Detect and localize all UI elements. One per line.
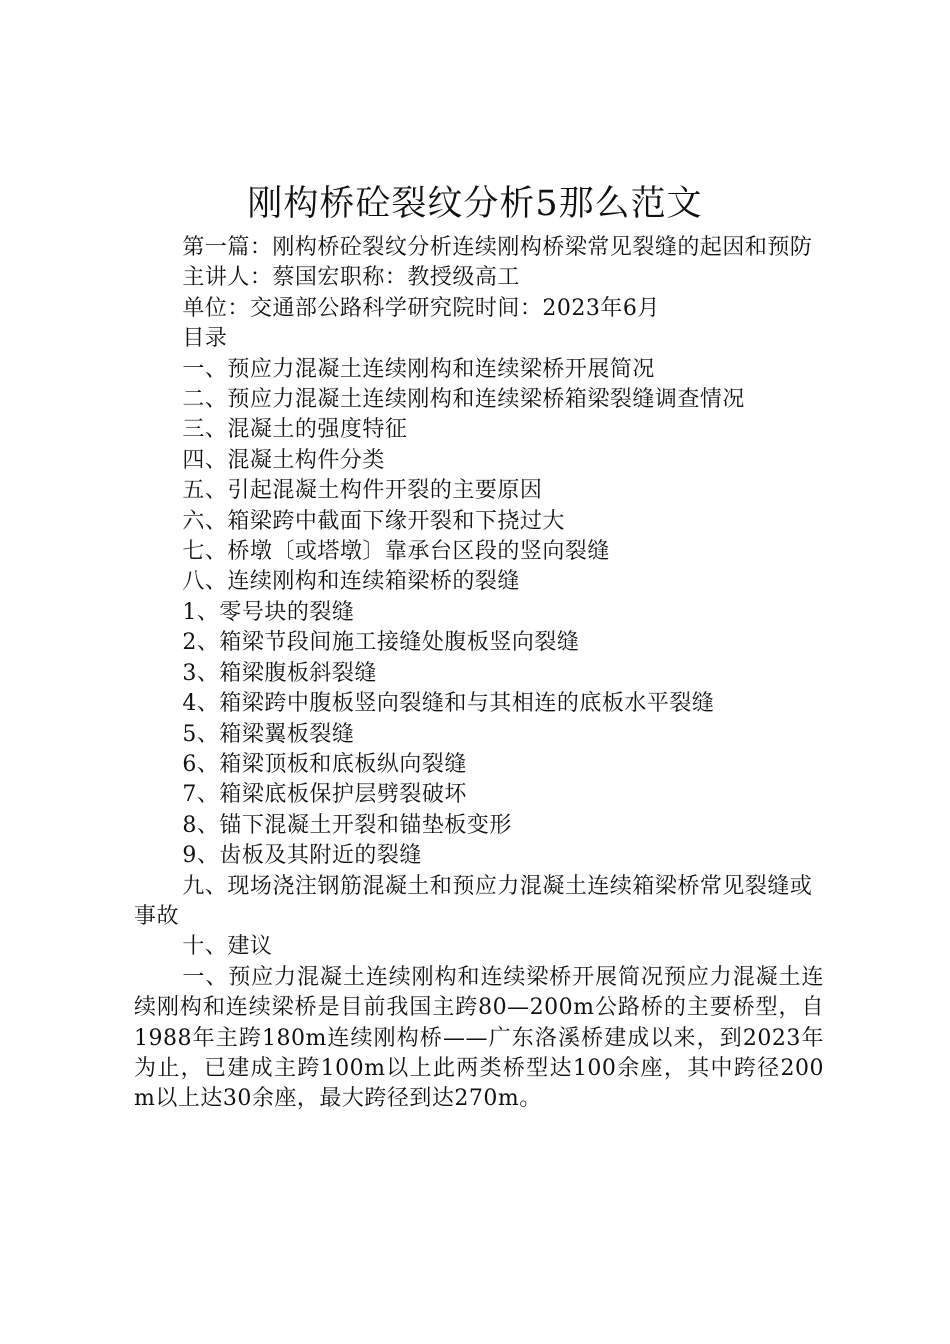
toc-subitem: 9、齿板及其附近的裂缝 — [182, 843, 422, 869]
toc-item: 十、建议 — [182, 934, 273, 960]
paragraph-speaker: 主讲人：蔡国宏职称：教授级高工 — [182, 265, 520, 291]
toc-item: 二、预应力混凝土连续刚构和连续梁桥箱梁裂缝调查情况 — [182, 387, 745, 413]
paragraph-first-article: 第一篇：刚构桥砼裂纹分析连续刚构桥梁常见裂缝的起因和预防 — [182, 235, 813, 260]
toc-item: 七、桥墩〔或塔墩〕靠承台区段的竖向裂缝 — [182, 539, 610, 565]
toc-subitem: 3、箱梁腹板斜裂缝 — [182, 660, 377, 686]
toc-item: 一、预应力混凝土连续刚构和连续梁桥开展简况 — [182, 356, 655, 382]
toc-item: 八、连续刚构和连续箱梁桥的裂缝 — [182, 569, 520, 595]
paragraph-toc-heading: 目录 — [182, 326, 228, 352]
toc-subitem: 4、箱梁跨中腹板竖向裂缝和与其相连的底板水平裂缝 — [182, 691, 715, 717]
paragraph-section-one: 一、预应力混凝土连续刚构和连续梁桥开展简况预应力混凝土连续刚构和连续梁桥是目前我国主跨80—200m公路桥的主要桥型，自1988年主跨180m连续刚构桥——广东洛溪桥建成以来，到2023年为止，已建成主跨100m以上此两类桥型达100余座，其中跨径200m以上达30余座，最大跨径到达270m。 — [134, 964, 824, 1112]
toc-subitem: 5、箱梁翼板裂缝 — [182, 721, 355, 747]
toc-item: 九、现场浇注钢筋混凝土和预应力混凝土连续箱梁桥常见裂缝或事故 — [134, 873, 813, 929]
toc-subitem: 1、零号块的裂缝 — [182, 599, 355, 625]
toc-subitem: 2、箱梁节段间施工接缝处腹板竖向裂缝 — [182, 630, 580, 656]
toc-subitem: 8、锚下混凝土开裂和锚垫板变形 — [182, 812, 512, 838]
paragraph-unit-date: 单位：交通部公路科学研究院时间：2023年6月 — [182, 295, 660, 321]
toc-item: 五、引起混凝土构件开裂的主要原因 — [182, 478, 543, 504]
toc-item: 四、混凝土构件分类 — [182, 447, 385, 473]
document-body — [134, 233, 824, 1115]
toc-subitem: 7、箱梁底板保护层劈裂破坏 — [182, 782, 467, 808]
toc-item: 六、箱梁跨中截面下缘开裂和下挠过大 — [182, 508, 565, 534]
toc-subitem: 6、箱梁顶板和底板纵向裂缝 — [182, 751, 467, 777]
toc-item: 三、混凝土的强度特征 — [182, 417, 408, 443]
document-title: 刚构桥砼裂纹分析5那么范文 — [247, 184, 703, 224]
